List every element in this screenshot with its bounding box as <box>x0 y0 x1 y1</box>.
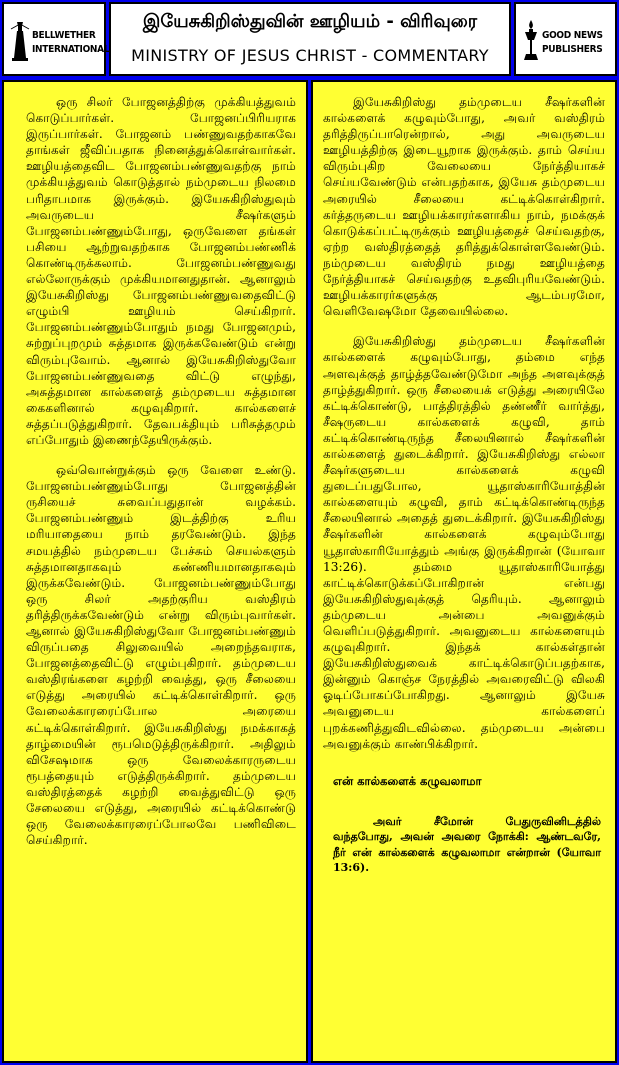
right-column <box>311 80 617 1063</box>
page-title-tamil: இயேசுகிறிஸ்துவின் ஊழியம் - விரிவுரை <box>142 11 478 32</box>
right-logo-line1: GOOD NEWS <box>542 30 603 41</box>
left-paragraph-2: ஒவ்வொன்றுக்கும் ஒரு வேளை உண்டு. போஜனம்பண்ணும்போது போஜனத்தின் ருசியைச் சுவைப்பதுதான் வழக்கம். போஜனம்பண்ணும் இடத்திற்கு உரிய மரியாதையை நாம் தரவேண்டும். இந்த சமயத்தில் நம்முடைய பேச்சும் செயல்களும் சுத்தமானதாகவும் கண்ணியமானதாகவும் இருக்கவேண்டும். போஜனம்பண்ணும்போது ஒரு சிலர் அதற்குரிய வஸ்திரம் தரித்திருக்கவேண்டும் என்று விரும்புவார்கள். ஆனால் இயேசுகிறிஸ்துவோ போஜனம்பண்ணும் விருப்பதை சிலுவையில் அறைந்தவராக, போஜனத்தைவிட்டு எழும்புகிறார். தம்முடைய வஸ்திரங்களை கழற்றி வைத்து, ஒரு சீலையை எடுத்து அரையில் கட்டிக்கொள்கிறார். ஒரு வேலைக்காரரைப்போல அரையை கட்டிக்கொள்கிறார். இயேசுகிறிஸ்து நமக்காகத் தாழ்மையின் ரூபமெடுத்திருக்கிறார். அதிலும் விசேஷமாக ஒரு வேலைக்காரருடைய ரூபத்தையும் எடுத்திருக்கிறார். தம்முடைய வஸ்திரத்தைக் கழற்றி வைத்துவிட்டு ஒரு சேலையை எடுத்து, அரையில் கட்டிக்கொண்டு ஒரு வேலைக்காரரைப்போலவே பணிவிடை செய்கிறார். <box>26 463 296 848</box>
lighthouse-icon <box>10 20 30 62</box>
bellwether-logo <box>2 2 110 76</box>
left-column <box>2 80 308 1063</box>
right-paragraph-2: இயேசுகிறிஸ்து தம்முடைய சீஷர்களின் கால்களைக் கழுவும்போது, தம்மை எந்த அளவுக்குத் தாழ்த்தவேண்டுமோ அந்த அளவுக்குத் தாழ்த்துகிறார். ஒரு சீலையைக் எடுத்து அரையிலே கட்டிக்கொண்டு, பாத்திரத்தில் தண்ணீர் வார்த்து, சீஷருடைய கால்களைக் கழுவி, தாம் கட்டிக்கொண்டிருந்த சீலையினால் சீஷர்களின் கால்களைத் துடைக்கிறார். இயேசுகிறிஸ்து எல்லா சீஷர்களுடைய கால்களைக் கழுவி துடைப்பதுபோல, யூதாஸ்காரியோத்தின் கால்களையும் கழுவி, தாம் கட்டிக்கொண்டிருந்த சீலையினால் அதைத் துடைக்கிறார். இயேசுகிறிஸ்து சீஷர்களின் கால்களைக் கழுவும்போது யூதாஸ்காரியோத்தும் அங்கு இருக்கிறான் (யோவா 13:26). தம்மை யூதாஸ்காரியோத்து காட்டிக்கொடுக்கப்போகிறான் என்பது இயேசுகிறிஸ்துவுக்குத் தெரியும். ஆனாலும் தம்முடைய அன்பை அவனுக்கும் வெளிப்படுத்துகிறார். அவனுடைய கால்களையும் கழுவுகிறார். இந்தக் கால்கள்தான் இயேசுகிறிஸ்துவைக் காட்டிக்கொடுப்பதற்காக, இன்னும் கொஞ்ச நேரத்தில் அவரைவிட்டு விலகி ஓடிப்போகப்போகிறது. ஆனாலும் இயேசு அவனுடைய கால்களைப் புறக்கணித்துவிடவில்லை. தம்முடைய அன்பை அவனுக்கும் காண்பிக்கிறார். <box>323 334 605 751</box>
title-box <box>109 2 511 76</box>
lamp-icon <box>521 18 541 62</box>
left-paragraph-1: ஒரு சிலர் போஜனத்திற்கு முக்கியத்துவம் கொடுப்பார்கள். போஜனப்பிரியராக இருப்பார்கள். போஜனம் பண்ணுவதற்காகவே தாங்கள் ஜீவிப்பதாக நினைத்துக்கொள்வார்கள். ஊழியத்தைவிட போஜனம்பண்ணுவதற்கு நாம் முக்கியத்துவம் கொடுத்தால் நம்முடைய நிலமை பரிதாபமாக இருக்கும். இயேசுகிறிஸ்துவும் அவருடைய சீஷர்களும் போஜனம்பண்ணும்போது, ஒருவேளை தங்கள் பசியை ஆற்றுவதற்காக போஜனம்பண்ணிக் கொண்டிருக்கலாம். போஜனம்பண்ணுவது எல்லோருக்கும் முக்கியமானதுதான். ஆனாலும் இயேசுகிறிஸ்து போஜனம்பண்ணுவதைவிட்டு எழும்பி ஊழியம் செய்கிறார். போஜனம்பண்ணும்போதும் நமது போஜனமும், சுற்றுப்புறமும் சுத்தமாக இருக்கவேண்டும் என்று விரும்புவோம். ஆனால் இயேசுகிறிஸ்துவோ போஜனம்பண்ணுவதை விட்டு எழுந்து, அசுத்தமான கால்களைத் தம்முடைய சுத்தமான கைகளினால் கழுவுகிறார். கால்களைச் சுத்தப்படுத்துகிறார். தேவபக்தியும் பரிசுத்தமும் எப்போதும் இணைந்தேயிருக்கும். <box>26 95 296 447</box>
section-subheading: என் கால்களைக் கழுவலாமா <box>333 773 482 788</box>
right-paragraph-1: இயேசுகிறிஸ்து தம்முடைய சீஷர்களின் கால்களைக் கழுவும்போது, அவர் வஸ்திரம் தரித்திருப்பாரென்றால், அது அவருடைய ஊழியத்திற்கு இடையூறாக இருக்கும். தாம் செய்ய விரும்புகிற வேலையை நேர்த்தியாகச் செய்யவேண்டும் என்பதற்காக, இயேசு தம்முடைய அரையில் சீலையை கட்டிக்கொள்கிறார். கர்த்தருடைய ஊழியக்காரர்களாகிய நாம், நமக்குக் கொடுக்கப்பட்டிருக்கும் ஊழியத்தைச் செய்வதற்கு, ஏற்ற வஸ்திரத்தைத் தரித்துக்கொள்ளவேண்டும். நம்முடைய வஸ்திரம் நமது ஊழியத்தை நேர்த்தியாகச் செய்வதற்கு உதவிபுரியவேண்டும். ஊழியக்காரர்களுக்கு ஆடம்பரமோ, வெளிவேஷமோ தேவையில்லை. <box>323 95 605 319</box>
left-logo-line2: INTERNATIONAL <box>32 44 110 55</box>
good-news-logo <box>514 2 617 76</box>
left-logo-line1: BELLWETHER <box>32 30 96 41</box>
right-logo-line2: PUBLISHERS <box>542 44 603 55</box>
page-title-english: MINISTRY OF JESUS CHRIST - COMMENTARY <box>131 46 489 65</box>
scripture-quote: அவர் சீமோன் பேதுருவினிடத்தில் வந்தபோது, அவன் அவரை நோக்கி: ஆண்டவரே, நீர் என் கால்களைக் கழுவலாமா என்றான் (யோவா 13:6). <box>333 814 601 875</box>
